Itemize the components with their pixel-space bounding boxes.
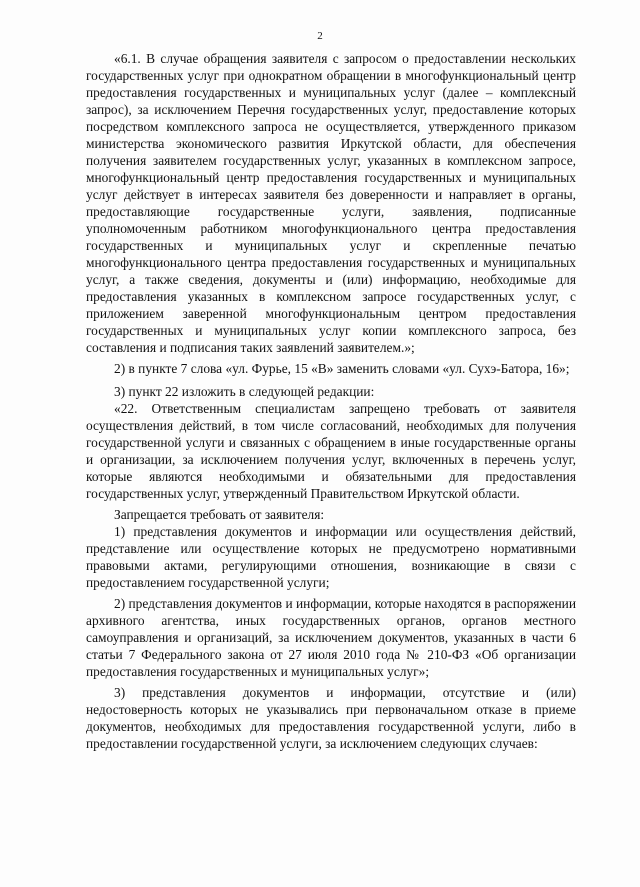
paragraph-prohibition-intro: Запрещается требовать от заявителя:	[114, 507, 325, 522]
paragraph-6-1: «6.1. В случае обращения заявителя с запросом о предоставлении нескольких государственных услуг при однократном обращении в многофункциональный центр предоставления государственных и муниципальных услуг (далее – комплексный запрос), за исключением Перечня государственных услуг, предоставление которых посредством комплексного запроса не осуществляется, утвержденного приказом министерства экономического развития Иркутской области, для обеспечения получения заявителем государственных услуг, указанных в комплексном запросе, многофункциональный центр предоставления государственных и муниципальных услуг действует в интересах заявителя без доверенности и направляет в органы, предоставляющие государственные услуги, заявления, подписанные уполномоченным работником многофункционального центра предоставления государственных и муниципальных услуг и скрепленные печатью многофункционального центра предоставления государственных и муниципальных услуг, а также сведения, документы и (или) информацию, необходимые для предоставления указанных в комплексном запросе государственных услуг, с приложением заверенной многофункциональным центром предоставления государственных и муниципальных услуг копии комплексного запроса, без составления и подписания таких заявлений заявителем.»;	[86, 51, 576, 355]
document-body	[86, 50, 576, 752]
paragraph-prohibition-1: 1) представления документов и информации или осуществления действий, представление или осуществление которых не предусмотрено нормативными правовыми актами, регулирующими отношения, возникающие в связи с предоставлением государственной услуги;	[86, 524, 576, 590]
paragraph-prohibition-3: 3) представления документов и информации, отсутствие и (или) недостоверность которых не указывались при первоначальном отказе в приеме документов, необходимых для предоставления государственной услуги, либо в предоставлении государственной услуги, за исключением следующих случаев:	[86, 685, 576, 751]
paragraph-22: «22. Ответственным специалистам запрещено требовать от заявителя осуществления действий, в том числе согласований, необходимых для получения государственной услуги и связанных с обращением в иные государственные органы и организации, за исключением получения услуг, включенных в перечень услуг, которые являются необходимыми и обязательными для предоставления государственных услуг, утвержденный Правительством Иркутской области.	[86, 401, 576, 501]
paragraph-item-3: 3) пункт 22 изложить в следующей редакции:	[114, 384, 375, 399]
paragraph-item-2: 2) в пункте 7 слова «ул. Фурье, 15 «В» заменить словами «ул. Сухэ-Батора, 16»;	[114, 361, 570, 376]
page-number: 2	[317, 30, 323, 42]
paragraph-prohibition-2: 2) представления документов и информации, которые находятся в распоряжении архивного агентства, иных государственных органов, органов местного самоуправления и организаций, за исключением документов, указанных в части 6 статьи 7 Федерального закона от 27 июля 2010 года № 210-ФЗ «Об организации предоставления государственных и муниципальных услуг»;	[86, 596, 576, 679]
